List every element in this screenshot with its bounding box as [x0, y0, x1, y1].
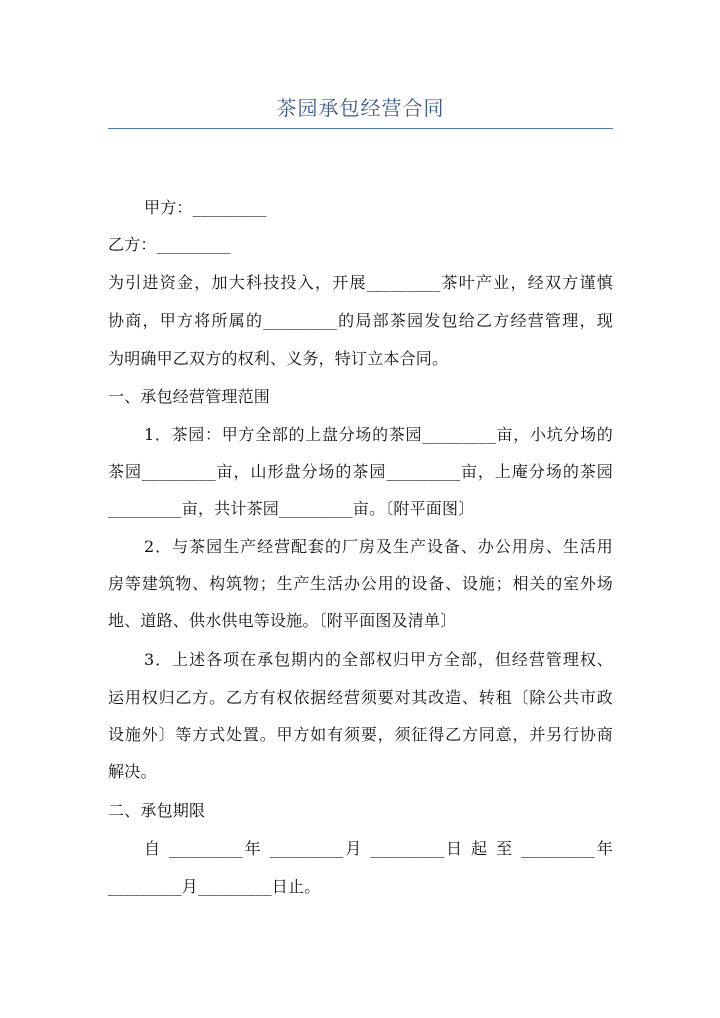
- term-line-1: 自 _________年 _________月 _________日 起 至 _________年: [144, 839, 613, 858]
- section-2-heading: 二、承包期限: [108, 801, 206, 820]
- clause-3-line-3: 设施外〕等方式处置。甲方如有须要，须征得乙方同意，并另行协商: [108, 725, 613, 744]
- section-1-heading: 一、承包经营管理范围: [108, 387, 271, 406]
- preamble-line-3: 为明确甲乙双方的权利、义务，特订立本合同。: [108, 349, 449, 368]
- clause-2-line-1: 2．与茶园生产经营配套的厂房及生产设备、办公用房、生活用: [144, 537, 613, 556]
- clause-3-line-2: 运用权归乙方。乙方有权依据经营须要对其改造、转租〔除公共市政: [108, 688, 613, 707]
- clause-2-line-2: 房等建筑物、构筑物；生产生活办公用的设备、设施；相关的室外场: [108, 574, 613, 593]
- party-a-line: 甲方：_________: [144, 198, 267, 217]
- party-b-line: 乙方：_________: [108, 235, 231, 254]
- title-divider: [108, 128, 613, 129]
- clause-2-line-3: 地、道路、供水供电等设施。〔附平面图及清单〕: [108, 611, 457, 630]
- clause-1-line-3: _________亩，共计茶园_________亩。〔附平面图〕: [108, 499, 475, 518]
- preamble-line-1: 为引进资金，加大科技投入，开展_________茶叶产业，经双方谨慎: [108, 273, 613, 292]
- clause-1-line-1: 1．茶园：甲方全部的上盘分场的茶园_________亩，小坑分场的: [144, 425, 613, 444]
- clause-3-line-4: 解决。: [108, 762, 157, 781]
- clause-1-line-2: 茶园_________亩，山形盘分场的茶园_________亩，上庵分场的茶园: [108, 462, 613, 481]
- document-title: 茶园承包经营合同: [276, 96, 445, 120]
- term-line-2: _________月_________日止。: [108, 877, 321, 896]
- clause-3-line-1: 3．上述各项在承包期内的全部权归甲方全部，但经营管理权、: [144, 650, 613, 669]
- preamble-line-2: 协商，甲方将所属的_________的局部茶园发包给乙方经营管理，现: [108, 311, 613, 330]
